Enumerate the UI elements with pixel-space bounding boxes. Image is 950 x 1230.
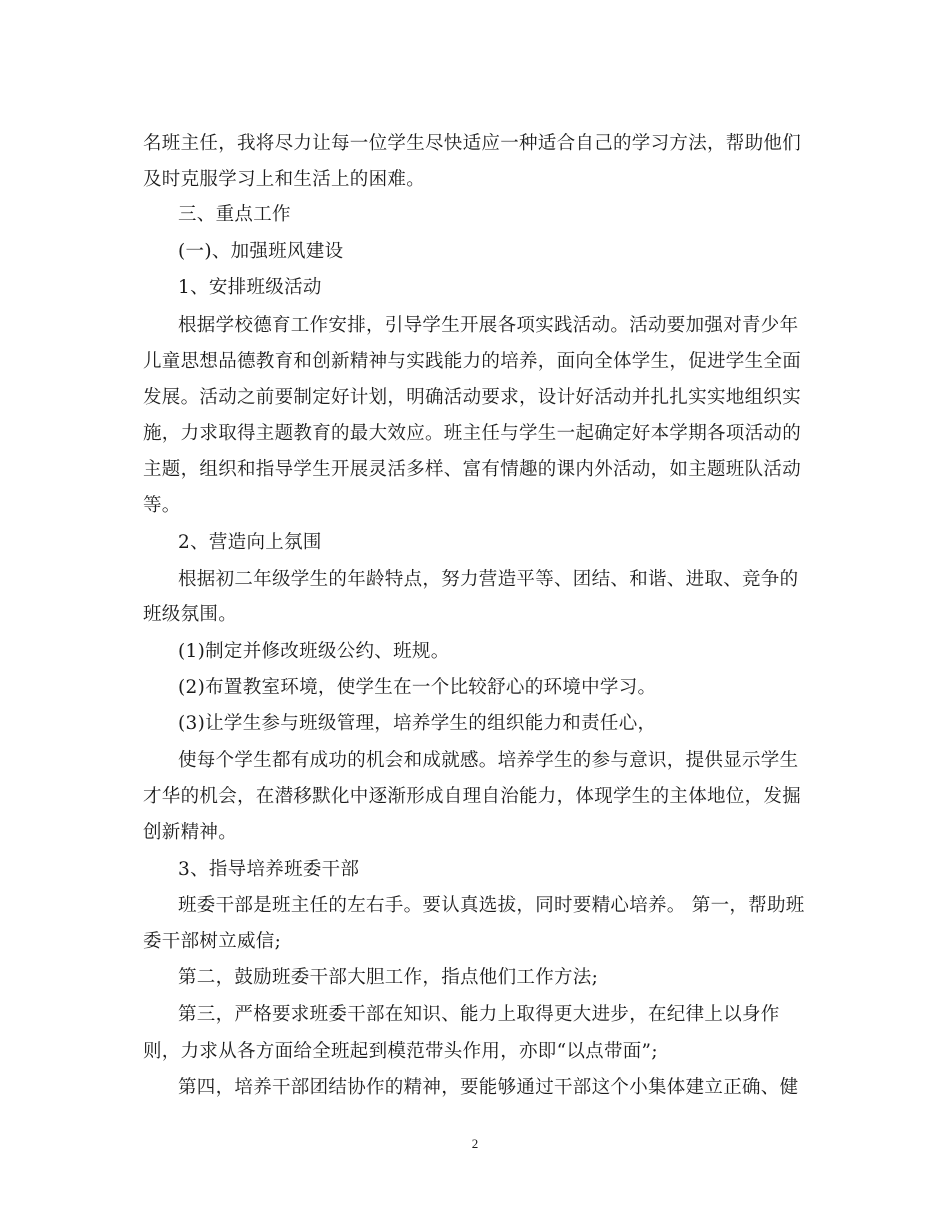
text-line: 才华的机会，在潜移默化中逐渐形成自理自治能力，体现学生的主体地位，发掘 (143, 786, 802, 807)
text-line: 则，力求从各方面给全班起到模范带头作用，亦即“以点带面”; (143, 1041, 658, 1062)
text-line: 根据学校德育工作安排，引导学生开展各项实践活动。活动要加强对青少年 (178, 315, 799, 336)
text-line: 3、指导培养班委干部 (178, 859, 360, 880)
text-line: 发展。活动之前要制定好计划，明确活动要求，设计好活动并扎扎实实地组织实 (143, 387, 802, 408)
text-line: 第三，严格要求班委干部在知识、能力上取得更大进步，在纪律上以身作 (178, 1004, 780, 1025)
text-line: 三、重点工作 (178, 204, 291, 225)
text-line: 使每个学生都有成功的机会和成就感。培养学生的参与意识，提供显示学生 (178, 750, 799, 771)
text-line: 1、安排班级活动 (178, 277, 322, 298)
text-line: 名班主任，我将尽力让每一位学生尽快适应一种适合自己的学习方法，帮助他们 (143, 133, 802, 154)
text-line: 2、营造向上氛围 (178, 532, 322, 553)
text-line: 根据初二年级学生的年龄特点，努力营造平等、团结、和谐、进取、竞争的 (178, 569, 799, 590)
text-line: 第四，培养干部团结协作的精神，要能够通过干部这个小集体建立正确、健 (178, 1077, 799, 1098)
text-line: 班委干部是班主任的左右手。要认真选拔，同时要精心培养。 第一，帮助班 (178, 895, 805, 916)
text-line: 主题，组织和指导学生开展灵活多样、富有情趣的课内外活动，如主题班队活动 (143, 459, 802, 480)
text-line: 施，力求取得主题教育的最大效应。班主任与学生一起确定好本学期各项活动的 (143, 423, 802, 444)
text-line: 第二，鼓励班委干部大胆工作，指点他们工作方法; (178, 967, 599, 988)
text-line: (1)制定并修改班级公约、班规。 (178, 641, 450, 662)
text-line: (2)布置教室环境，使学生在一个比较舒心的环境中学习。 (178, 677, 657, 698)
text-line: (一)、加强班风建设 (178, 241, 344, 262)
text-line: 创新精神。 (143, 822, 238, 843)
page-number: 2 (471, 1136, 479, 1151)
text-line: 委干部树立威信; (143, 931, 282, 952)
text-line: 儿童思想品德教育和创新精神与实践能力的培养，面向全体学生，促进学生全面 (143, 351, 802, 372)
text-line: 班级氛围。 (143, 604, 238, 625)
text-line: 及时克服学习上和生活上的困难。 (143, 169, 426, 190)
text-line: 等。 (143, 495, 181, 516)
text-line: (3)让学生参与班级管理，培养学生的组织能力和责任心， (178, 713, 657, 734)
